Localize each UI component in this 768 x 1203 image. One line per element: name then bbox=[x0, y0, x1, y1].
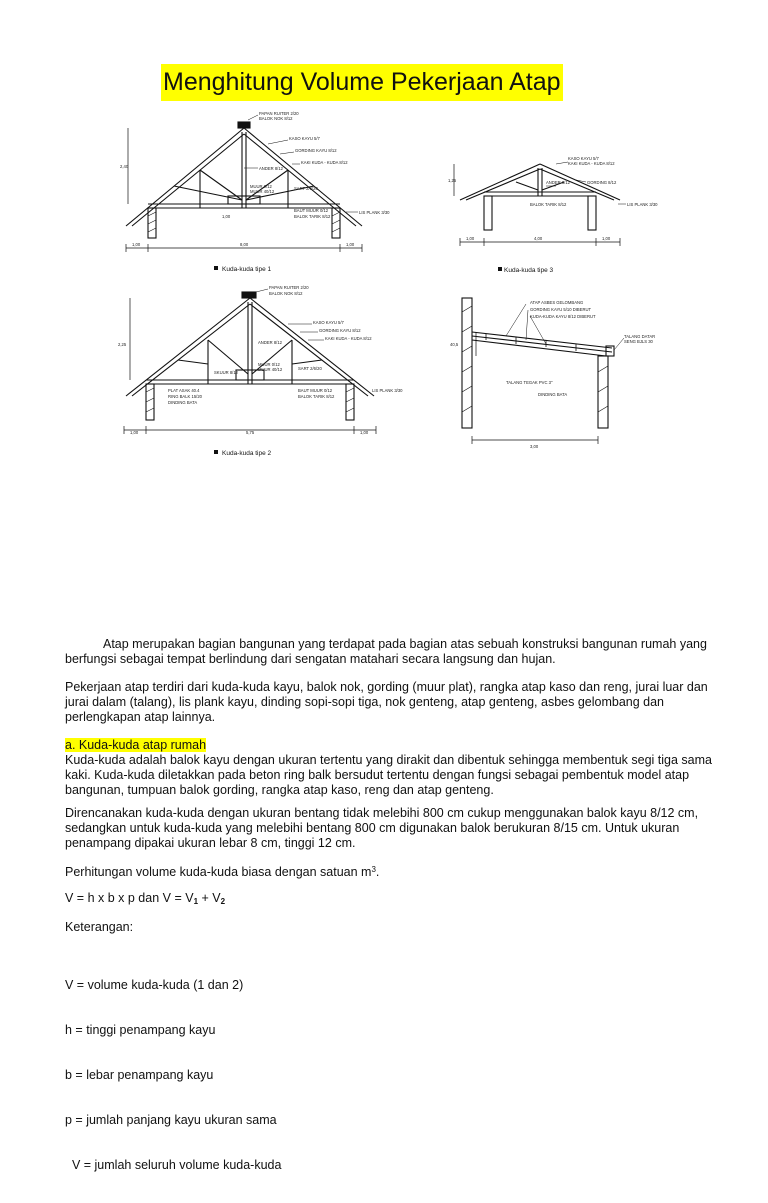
label-lis-plank: LIS PLANK 3/30 bbox=[372, 388, 403, 393]
keterangan-block bbox=[65, 920, 715, 935]
paragraph-kuda-kuda: Kuda-kuda adalah balok kayu dengan ukuran tertentu yang dirakit dan dibentuk sehingga membentuk segi tiga sama kaki. Kuda-kuda diletakkan pada beton ring balk bersudut tertentu dengan fungsi sebagai pembentuk model atap bangunan, tumpuan balok gording, rangka atap kaso, reng dan atap genteng. bbox=[65, 753, 712, 797]
label-gording: GORDING KAYU 5/10 DIBERUT bbox=[530, 307, 592, 312]
label-papan-ruiter: PAPAN RUITER 2/20 bbox=[269, 285, 309, 290]
label-atap-asbes: ATAP ASBES GELOMBANG bbox=[530, 300, 584, 305]
label-balok-tarik: BALOK TARIK 8/12 bbox=[298, 394, 335, 399]
dim-span: 4,00 bbox=[534, 236, 543, 241]
caption-tipe-2: Kuda-kuda tipe 2 bbox=[222, 450, 272, 457]
dim-span: 8,00 bbox=[240, 242, 249, 247]
section-kuda-kuda bbox=[65, 738, 715, 798]
label-skuur: SKUUR 8/12 bbox=[214, 370, 238, 375]
body-text bbox=[65, 637, 715, 667]
label-baut-muur: BAUT MUUR 0/12 bbox=[298, 388, 333, 393]
label-lis-plank: LIS PLANK 3/30 bbox=[627, 202, 658, 207]
dim-span: 3,00 bbox=[530, 444, 539, 449]
dim-left: 1,00 bbox=[466, 236, 475, 241]
label-muur-1: MUUR 0/12 bbox=[258, 362, 280, 367]
formula-volume: V = h x b x p dan $V = V_1 + V_2$ bbox=[65, 891, 226, 906]
dim-span: 5,75 bbox=[246, 430, 255, 435]
label-plat-asak: PLAT ASAK 40.4 bbox=[168, 388, 200, 393]
label-ander: ANDER 8/12 bbox=[258, 340, 282, 345]
label-muur-1: MUUR 0/12 bbox=[250, 184, 272, 189]
label-gording: GORDING KAYU 8/12 bbox=[319, 328, 361, 333]
figure-atap-sandar bbox=[446, 288, 656, 458]
definitions-list bbox=[65, 948, 715, 1203]
label-talang-datar: TALANG DATAR bbox=[624, 334, 656, 339]
paragraph-pekerjaan-atap: Pekerjaan atap terdiri dari kuda-kuda kayu, balok nok, gording (muur plat), rangka atap kaso dan reng, jurai luar dan jurai dalam (talang), lis plank kayu, dinding sopi-sopi tiga, nok genteng, atap genteng, asbes gelombang dan perlengkapan atap lainnya. bbox=[65, 680, 708, 724]
label-seng: SENG BJLS 30 bbox=[624, 339, 653, 344]
caption-tipe-1: Kuda-kuda tipe 1 bbox=[222, 266, 272, 273]
label-gording: GORDING KAYU 8/12 bbox=[295, 148, 337, 153]
dim-left: 1,00 bbox=[130, 430, 139, 435]
body-text-2 bbox=[65, 680, 715, 725]
body-text-4 bbox=[65, 806, 715, 851]
label-kaki-kuda: KAKI KUDA - KUDA 8/12 bbox=[325, 336, 372, 341]
label-ander: ANDER 8/12 bbox=[259, 166, 283, 171]
label-kaki-kuda: KAKI KUDA - KUDA 8/12 bbox=[568, 161, 615, 166]
dim-right: 1,00 bbox=[602, 236, 611, 241]
definition-item: h = tinggi penampang kayu bbox=[65, 1023, 216, 1037]
dim-height: 1,25 bbox=[448, 178, 457, 183]
label-ander: ANDER 8/12 bbox=[546, 180, 570, 185]
label-ring-balk: RING BALK 15/20 bbox=[168, 394, 202, 399]
label-gording: GORDING 8/12 bbox=[587, 180, 617, 185]
dim-inner: 1,00 bbox=[222, 214, 231, 219]
definition-item: b = lebar penampang kayu bbox=[65, 1068, 214, 1082]
label-balok-tarik: BALOK TARIK 8/12 bbox=[530, 202, 567, 207]
definition-item: V = volume kuda-kuda (1 dan 2) bbox=[65, 978, 244, 992]
label-talang-tegak: TALANG TEGAK PVC 3" bbox=[506, 380, 553, 385]
label-dinding-bata: DINDING BATA bbox=[168, 400, 198, 405]
page-title: Menghitung Volume Pekerjaan Atap bbox=[161, 64, 563, 101]
label-balok-tarik: BALOK TARIK 8/12 bbox=[294, 214, 331, 219]
label-sart: SART 2/6/20 bbox=[294, 186, 318, 191]
figure-kuda-kuda-tipe-3 bbox=[446, 150, 658, 278]
label-muur-2: MUUR 40/12 bbox=[258, 367, 283, 372]
label-kaso: KASO KAYU 5/7 bbox=[568, 156, 599, 161]
label-balok-nok: BALOK NOK 8/12 bbox=[269, 291, 303, 296]
label-dinding-bata: DINDING BATA bbox=[538, 392, 568, 397]
label-kaso: KASO KAYU 5/7 bbox=[313, 320, 344, 325]
definition-item: p = jumlah panjang kayu ukuran sama bbox=[65, 1113, 277, 1127]
label-baut-muur: BAUT MUUR 0/12 bbox=[294, 208, 329, 213]
definition-item: V = jumlah seluruh volume kuda-kuda bbox=[65, 1158, 282, 1172]
label-balok-nok: BALOK NOK 8/12 bbox=[259, 116, 293, 121]
figure-kuda-kuda-tipe-2 bbox=[118, 284, 408, 460]
label-lis-plank: LIS PLANK 3/30 bbox=[359, 210, 390, 215]
caption-tipe-3: Kuda-kuda tipe 3 bbox=[504, 267, 554, 274]
dim-right: 1,00 bbox=[346, 242, 355, 247]
paragraph-bentang: Direncanakan kuda-kuda dengan ukuran bentang tidak melebihi 800 cm cukup menggunakan balok kayu 8/12 cm, sedangkan untuk kuda-kuda yang melebihi bentang 800 cm digunakan balok berukuran 8/15 cm. Untuk ukuran penampang dipakai ukuran lebar 8 cm, tinggi 12 cm. bbox=[65, 806, 699, 850]
keterangan-label: Keterangan: bbox=[65, 920, 134, 934]
label-papan-ruiter: PAPAN RUITER 2/20 bbox=[259, 111, 299, 116]
body-text-5 bbox=[65, 862, 715, 880]
label-kaso: KASO KAYU 5/7 bbox=[289, 136, 320, 141]
paragraph-satuan: Perhitungan volume kuda-kuda biasa dengan satuan $m^3$. bbox=[65, 865, 380, 879]
dim-height: 2,25 bbox=[118, 342, 127, 347]
label-kaki-kuda: KAKI KUDA - KUDA 8/12 bbox=[301, 160, 348, 165]
paragraph-intro: Atap merupakan bagian bangunan yang terdapat pada bagian atas sebuah konstruksi bangunan rumah yang berfungsi sebagai tempat berlindung dari sengatan matahari secara langsung dan hujan. bbox=[65, 637, 707, 666]
label-sart: SART 2/6/20 bbox=[298, 366, 322, 371]
label-kuda-kuda: KUDA-KUDA KAYU 8/12 DIBERUT bbox=[530, 314, 596, 319]
dim-height: 40,5 bbox=[450, 342, 459, 347]
formula bbox=[65, 891, 715, 909]
label-muur-2: MUUR 40/12 bbox=[250, 189, 275, 194]
section-heading-a: a. Kuda-kuda atap rumah bbox=[65, 738, 207, 752]
dim-height: 2,40 bbox=[120, 164, 129, 169]
dim-right: 1,00 bbox=[360, 430, 369, 435]
dim-left: 1,00 bbox=[132, 242, 141, 247]
figure-kuda-kuda-tipe-1 bbox=[118, 108, 408, 278]
